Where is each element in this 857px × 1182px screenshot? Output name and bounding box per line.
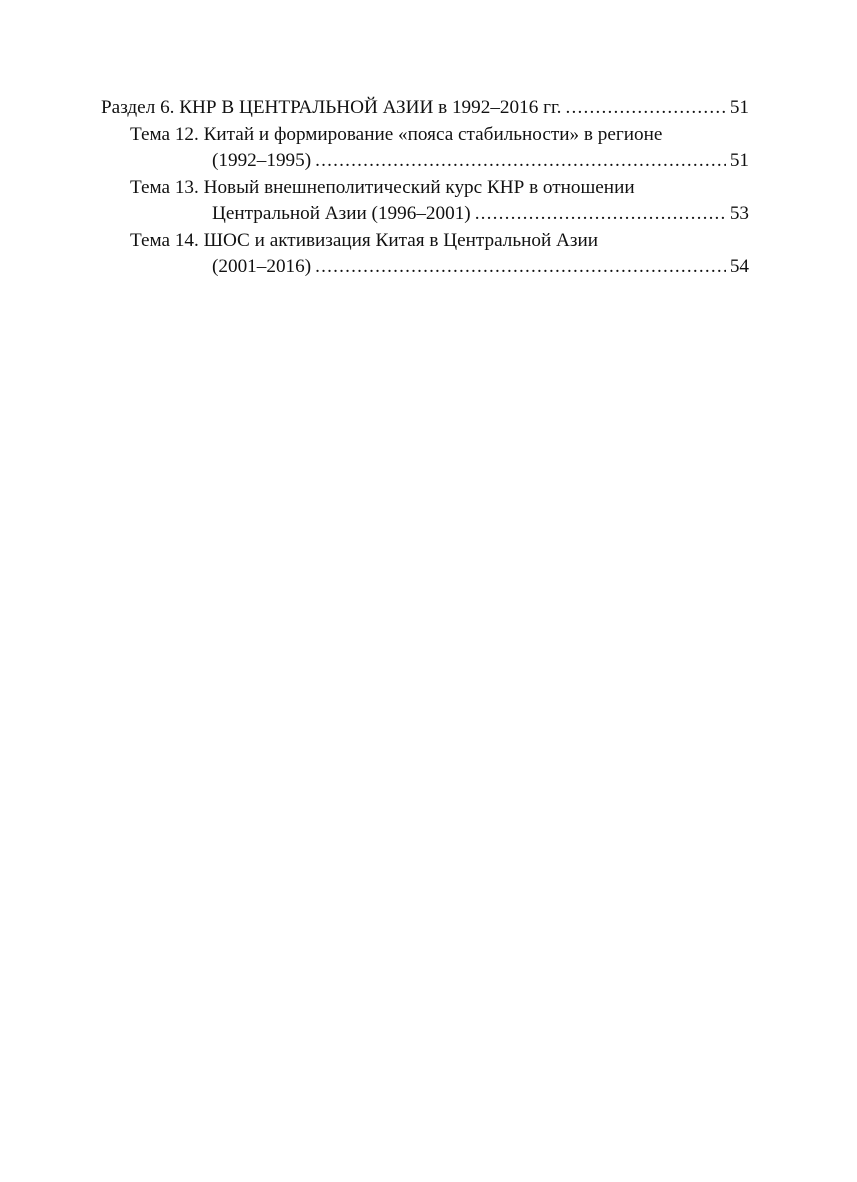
toc-topic-entry bbox=[101, 228, 749, 281]
toc-page-number: 51 bbox=[729, 150, 749, 171]
toc-topic-title-cont: (1992–1995) bbox=[212, 150, 312, 171]
toc-topic-title: Тема 13. Новый внешнеполитический курс КНР в отношении bbox=[130, 176, 635, 198]
toc-topic-title-cont: Центральной Азии (1996–2001) bbox=[212, 203, 471, 224]
toc-topic-entry bbox=[101, 122, 749, 175]
table-of-contents bbox=[101, 95, 749, 281]
toc-topic-title: Тема 12. Китай и формирование «пояса стабильности» в регионе bbox=[130, 123, 663, 145]
toc-page-number: 54 bbox=[729, 256, 749, 277]
toc-topic-entry bbox=[101, 175, 749, 228]
toc-topic-title-line bbox=[101, 175, 749, 202]
toc-topic-continuation bbox=[101, 254, 749, 281]
toc-topic-title-cont: (2001–2016) bbox=[212, 256, 312, 277]
toc-section-title: Раздел 6. КНР В ЦЕНТРАЛЬНОЙ АЗИИ в 1992–2016 гг. bbox=[101, 97, 562, 118]
toc-topic-continuation bbox=[101, 148, 749, 175]
toc-topic-title: Тема 14. ШОС и активизация Китая в Центральной Азии bbox=[130, 229, 598, 251]
toc-leader-dots bbox=[475, 201, 726, 228]
toc-topic-title-line bbox=[101, 228, 749, 255]
toc-section-entry bbox=[101, 95, 749, 122]
toc-page-number: 51 bbox=[729, 97, 749, 118]
toc-page-number: 53 bbox=[729, 203, 749, 224]
toc-leader-dots bbox=[565, 95, 725, 122]
toc-leader-dots bbox=[315, 254, 726, 281]
toc-topic-title-line bbox=[101, 122, 749, 149]
toc-leader-dots bbox=[315, 148, 726, 175]
toc-topic-continuation bbox=[101, 201, 749, 228]
